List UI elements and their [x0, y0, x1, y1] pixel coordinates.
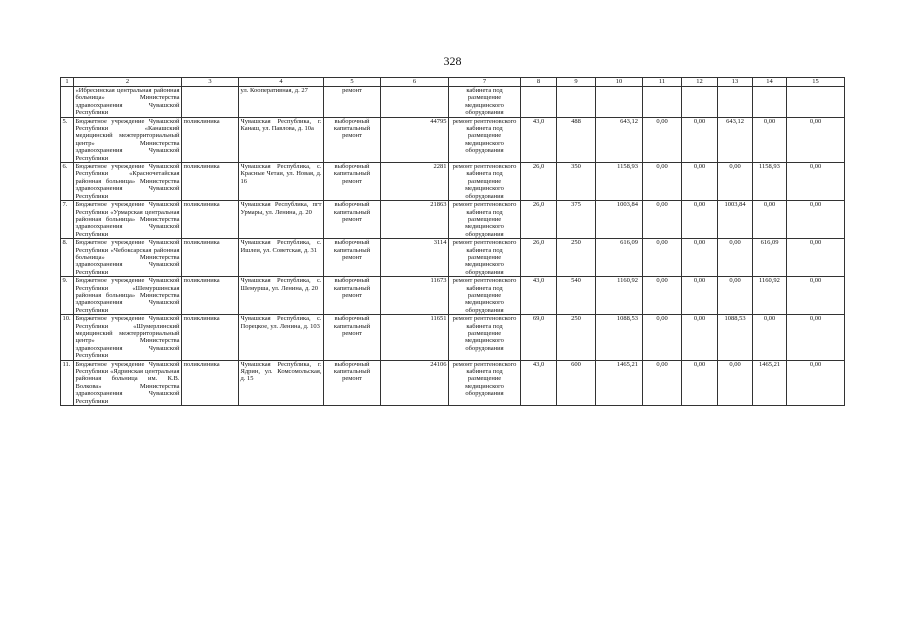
value-cell: 250: [557, 239, 596, 277]
value-cell: 350: [557, 163, 596, 201]
column-header: 13: [718, 78, 753, 87]
value-cell: 0,00: [753, 315, 787, 360]
facility-type-cell: поликлиника: [182, 117, 239, 162]
value-cell: [753, 87, 787, 118]
facility-type-cell: поликлиника: [182, 201, 239, 239]
column-header: 11: [643, 78, 682, 87]
table-row: [61, 360, 845, 405]
institution-name-cell: Бюджетное учреждение Чувашской Республики «Шумерлинский медицинский межтерриториальный центр» Министерства здравоохранения Чувашской Республики: [75, 315, 180, 360]
value-cell: [643, 87, 682, 118]
value-cell: 0,00: [718, 360, 753, 405]
area-cell: 21863: [381, 201, 449, 239]
value-cell: [557, 87, 596, 118]
work-object-cell: кабинета под размещение медицинского оборудования: [449, 87, 521, 118]
address-cell: Чувашская Республика, с. Шемурша, ул. Ленина, д. 20: [239, 277, 324, 315]
row-number-cell: 9.: [61, 277, 74, 315]
work-type-cell: выборочный капитальный ремонт: [324, 201, 381, 239]
work-type-cell: выборочный капитальный ремонт: [324, 239, 381, 277]
value-cell: 0,00: [643, 360, 682, 405]
value-cell: 0,00: [643, 239, 682, 277]
value-cell: 0,00: [643, 201, 682, 239]
column-header: 7: [449, 78, 521, 87]
value-cell: 0,00: [718, 163, 753, 201]
address-cell: Чувашская Республика, с. Порецкое, ул. Ленина, д. 103: [239, 315, 324, 360]
document-table-container: [60, 77, 845, 406]
value-cell: 1160,92: [596, 277, 643, 315]
value-cell: 250: [557, 315, 596, 360]
value-cell: 616,09: [753, 239, 787, 277]
table-row: [61, 239, 845, 277]
value-cell: 0,00: [682, 201, 718, 239]
value-cell: 540: [557, 277, 596, 315]
work-object-cell: ремонт рентгеновского кабинета под размещение медицинского оборудования: [449, 239, 521, 277]
column-header: 14: [753, 78, 787, 87]
value-cell: [521, 87, 557, 118]
address-cell: Чувашская Республика, с. Ишлеи, ул. Советская, д. 31: [239, 239, 324, 277]
value-cell: 0,00: [787, 360, 845, 405]
value-cell: 600: [557, 360, 596, 405]
value-cell: 643,12: [596, 117, 643, 162]
column-number-row: [61, 78, 845, 87]
value-cell: 1003,84: [596, 201, 643, 239]
value-cell: 69,0: [521, 315, 557, 360]
value-cell: 1088,53: [596, 315, 643, 360]
work-type-cell: выборочный капитальный ремонт: [324, 117, 381, 162]
column-header: 6: [381, 78, 449, 87]
value-cell: 26,0: [521, 201, 557, 239]
value-cell: 0,00: [643, 163, 682, 201]
area-cell: 2281: [381, 163, 449, 201]
value-cell: 643,12: [718, 117, 753, 162]
row-number-cell: 10.: [61, 315, 74, 360]
institution-name-cell: Бюджетное учреждение Чувашской Республики «Ядринская центральная районная больница им. К.В. Волкова» Министерства здравоохранения Чувашской Республики: [75, 360, 180, 405]
column-header: 15: [787, 78, 845, 87]
row-number-cell: 6.: [61, 163, 74, 201]
table-body: [61, 87, 845, 406]
facility-type-cell: поликлиника: [182, 360, 239, 405]
table-row: [61, 117, 845, 162]
row-number-cell: 7.: [61, 201, 74, 239]
value-cell: 0,00: [753, 117, 787, 162]
value-cell: [718, 87, 753, 118]
value-cell: 43,0: [521, 360, 557, 405]
institution-name-cell: Бюджетное учреждение Чувашской Республики «Канашский медицинский межтерриториальный центр» Министерства здравоохранения Чувашской Республики: [75, 117, 180, 162]
area-cell: [381, 87, 449, 118]
institution-name-cell: Бюджетное учреждение Чувашской Республики «Чебоксарская районная больница» Министерства здравоохранения Чувашской Республики: [75, 239, 180, 276]
value-cell: 1088,53: [718, 315, 753, 360]
value-cell: 0,00: [753, 201, 787, 239]
value-cell: 0,00: [682, 315, 718, 360]
area-cell: 11673: [381, 277, 449, 315]
value-cell: 43,0: [521, 117, 557, 162]
table-row: [61, 163, 845, 201]
value-cell: [596, 87, 643, 118]
value-cell: 1465,21: [596, 360, 643, 405]
facility-type-cell: поликлиника: [182, 163, 239, 201]
value-cell: 0,00: [787, 117, 845, 162]
value-cell: 0,00: [643, 277, 682, 315]
document-table: [60, 77, 845, 406]
column-header: 12: [682, 78, 718, 87]
page-number: 328: [443, 54, 462, 68]
value-cell: 1160,92: [753, 277, 787, 315]
value-cell: 616,09: [596, 239, 643, 277]
value-cell: 0,00: [682, 239, 718, 277]
area-cell: 44795: [381, 117, 449, 162]
work-type-cell: выборочный капитальный ремонт: [324, 360, 381, 405]
table-row: [61, 315, 845, 360]
column-header: 5: [324, 78, 381, 87]
work-object-cell: ремонт рентгеновского кабинета под размещение медицинского оборудования: [449, 163, 521, 201]
value-cell: 1158,93: [596, 163, 643, 201]
value-cell: 375: [557, 201, 596, 239]
row-number-cell: 8.: [61, 239, 74, 277]
work-type-cell: выборочный капитальный ремонт: [324, 277, 381, 315]
area-cell: 24106: [381, 360, 449, 405]
value-cell: 0,00: [718, 239, 753, 277]
address-cell: Чувашская Республика, с. Красные Четаи, ул. Новая, д. 16: [239, 163, 324, 201]
value-cell: 0,00: [787, 163, 845, 201]
column-header: 9: [557, 78, 596, 87]
area-cell: 3114: [381, 239, 449, 277]
value-cell: 0,00: [718, 277, 753, 315]
work-type-cell: выборочный капитальный ремонт: [324, 163, 381, 201]
work-object-cell: ремонт рентгеновского кабинета под размещение медицинского оборудования: [449, 360, 521, 405]
institution-name-cell: Бюджетное учреждение Чувашской Республики «Урмарская центральная районная больница» Министерства здравоохранения Чувашской Республики: [75, 201, 180, 238]
value-cell: 1003,84: [718, 201, 753, 239]
value-cell: 0,00: [787, 239, 845, 277]
value-cell: [682, 87, 718, 118]
value-cell: 0,00: [643, 117, 682, 162]
value-cell: 26,0: [521, 239, 557, 277]
column-header: 4: [239, 78, 324, 87]
address-cell: Чувашская Республика, г. Канаш, ул. Павлова, д. 10а: [239, 117, 324, 162]
column-header: 2: [74, 78, 182, 87]
table-row: [61, 277, 845, 315]
work-type-cell: ремонт: [324, 87, 381, 118]
facility-type-cell: поликлиника: [182, 277, 239, 315]
row-number-cell: 11.: [61, 360, 74, 405]
value-cell: 0,00: [787, 315, 845, 360]
work-object-cell: ремонт рентгеновского кабинета под размещение медицинского оборудования: [449, 315, 521, 360]
value-cell: 0,00: [643, 315, 682, 360]
value-cell: 0,00: [787, 201, 845, 239]
value-cell: 0,00: [682, 163, 718, 201]
facility-type-cell: [182, 87, 239, 118]
row-number-cell: 5.: [61, 117, 74, 162]
facility-type-cell: поликлиника: [182, 315, 239, 360]
value-cell: 1158,93: [753, 163, 787, 201]
value-cell: 0,00: [682, 277, 718, 315]
table-row: [61, 87, 845, 118]
address-cell: Чувашская Республика, пгт Урмары, ул. Ленина, д. 20: [239, 201, 324, 239]
work-type-cell: выборочный капитальный ремонт: [324, 315, 381, 360]
column-header: 10: [596, 78, 643, 87]
institution-name-cell: Бюджетное учреждение Чувашской Республики «Шемуршинская районная больница» Министерства здравоохранения Чувашской Республики: [75, 277, 180, 314]
value-cell: 0,00: [682, 117, 718, 162]
value-cell: 0,00: [787, 277, 845, 315]
work-object-cell: ремонт рентгеновского кабинета под размещение медицинского оборудования: [449, 277, 521, 315]
address-cell: ул. Кооперативная, д. 27: [239, 87, 324, 118]
column-header: 1: [61, 78, 74, 87]
address-cell: Чувашская Республика, г. Ядрин, ул. Комсомольская, д. 15: [239, 360, 324, 405]
table-row: [61, 201, 845, 239]
column-header: 8: [521, 78, 557, 87]
value-cell: 488: [557, 117, 596, 162]
area-cell: 11651: [381, 315, 449, 360]
institution-name-cell: «Ибресинская центральная районная больница» Министерства здравоохранения Чувашской Республики: [75, 87, 180, 117]
value-cell: [787, 87, 845, 118]
value-cell: 43,0: [521, 277, 557, 315]
value-cell: 26,0: [521, 163, 557, 201]
institution-name-cell: Бюджетное учреждение Чувашской Республики «Красночетайская районная больница» Министерства здравоохранения Чувашской Республики: [75, 163, 180, 200]
column-header: 3: [182, 78, 239, 87]
value-cell: 1465,21: [753, 360, 787, 405]
row-number-cell: [61, 87, 74, 118]
work-object-cell: ремонт рентгеновского кабинета под размещение медицинского оборудования: [449, 201, 521, 239]
value-cell: 0,00: [682, 360, 718, 405]
facility-type-cell: поликлиника: [182, 239, 239, 277]
work-object-cell: ремонт рентгеновского кабинета под размещение медицинского оборудования: [449, 117, 521, 162]
